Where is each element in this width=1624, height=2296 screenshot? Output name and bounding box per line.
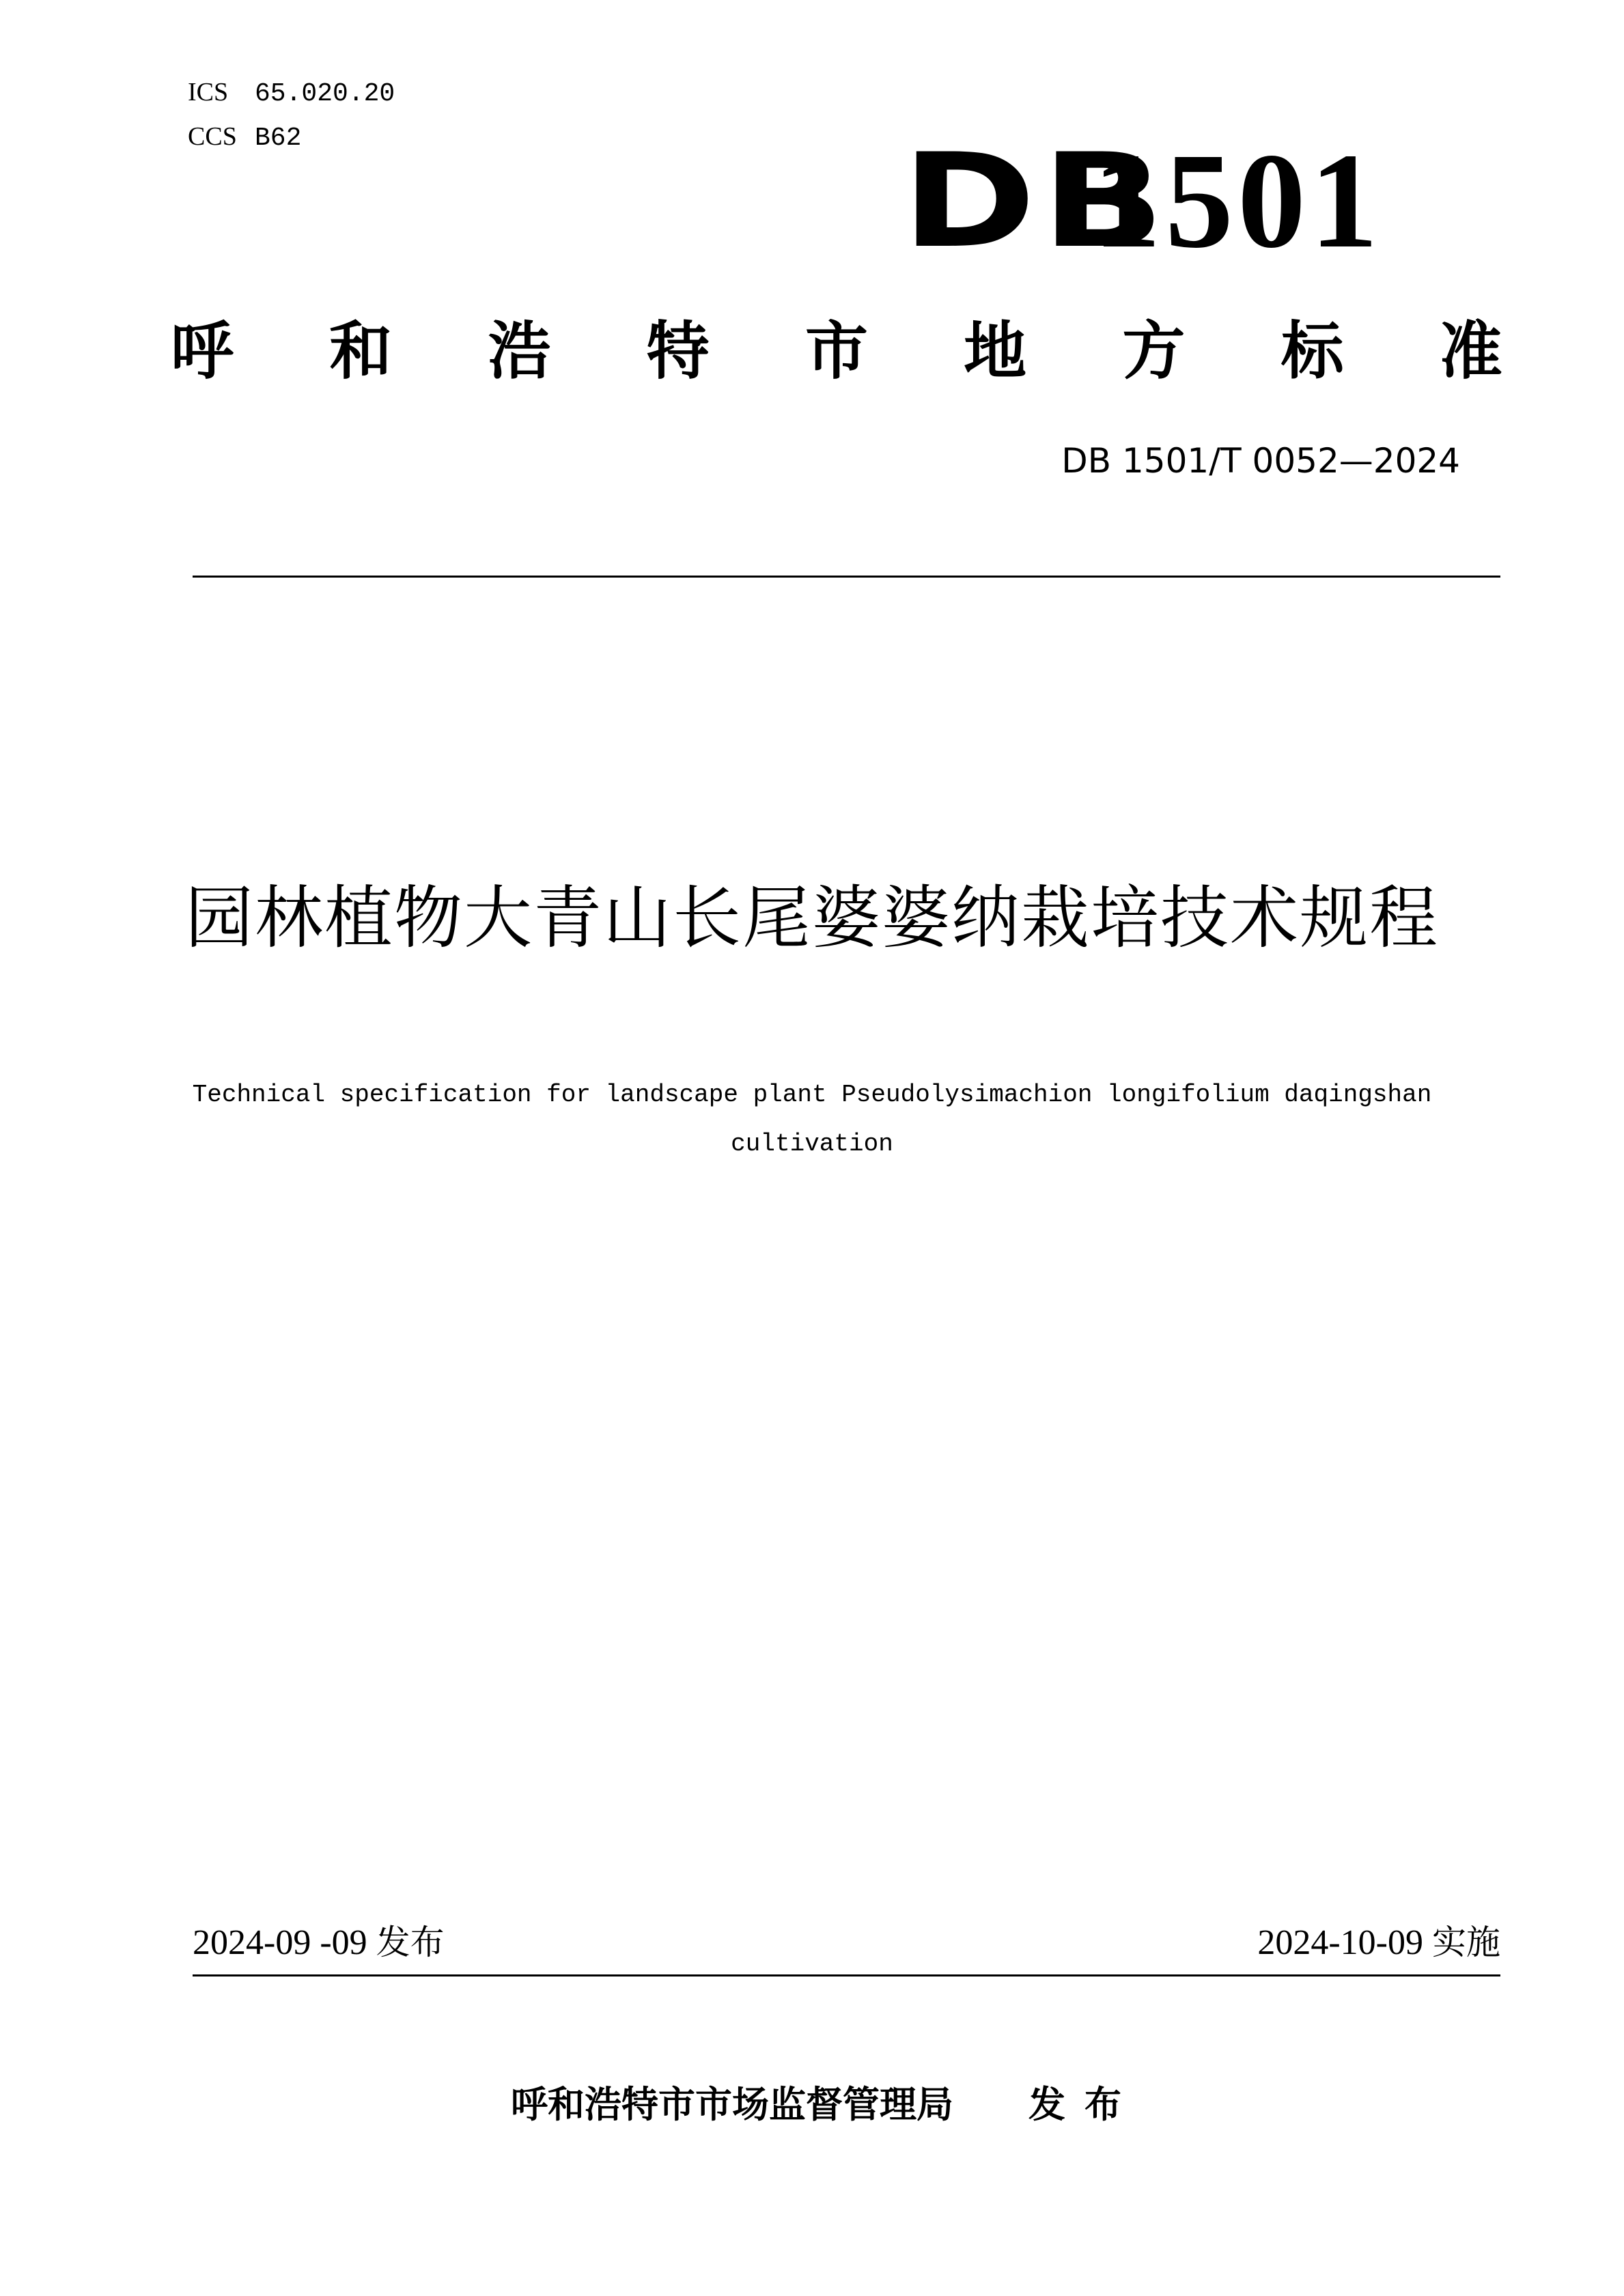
document-title-en-line2: cultivation bbox=[731, 1130, 893, 1158]
implement-date: 2024-10-09 bbox=[1257, 1923, 1423, 1962]
standard-number: DB 1501/T 0052—2024 bbox=[1061, 441, 1460, 481]
standard-type-char: 市 bbox=[804, 315, 868, 388]
standard-type-char: 呼 bbox=[171, 315, 234, 388]
ics-value: 65.020.20 bbox=[255, 79, 395, 109]
publish-label: 发布 bbox=[376, 1923, 445, 1962]
ccs-value: B62 bbox=[255, 124, 302, 153]
bottom-divider bbox=[193, 1974, 1500, 1976]
db-logo-prefix: DB bbox=[901, 126, 1171, 277]
standard-type-char: 准 bbox=[1439, 315, 1502, 388]
issuer-line bbox=[511, 2081, 1140, 2129]
document-title-en-line1: Technical specification for landscape plant Pseudolysimachion longifolium daqingshan bbox=[192, 1081, 1432, 1109]
ics-label: ICS bbox=[188, 78, 229, 107]
ccs-line bbox=[188, 122, 301, 154]
implement-date-line bbox=[1257, 1920, 1500, 1966]
issuer-name: 呼和浩特市市场监督管理局 bbox=[511, 2083, 953, 2126]
standard-type-char: 标 bbox=[1280, 315, 1344, 388]
document-title-en bbox=[164, 1071, 1460, 1169]
implement-label: 实施 bbox=[1432, 1923, 1500, 1962]
top-divider bbox=[193, 576, 1500, 578]
standard-type-char: 和 bbox=[329, 315, 393, 388]
ccs-label: CCS bbox=[188, 122, 237, 151]
standard-type-heading bbox=[171, 314, 1502, 389]
ics-line bbox=[188, 77, 395, 109]
issuer-action: 发布 bbox=[1028, 2083, 1140, 2126]
standard-type-char: 特 bbox=[646, 315, 710, 388]
db-logo-code: 1501 bbox=[1093, 126, 1382, 277]
publish-date-line bbox=[193, 1920, 445, 1966]
standard-type-char: 地 bbox=[964, 315, 1027, 388]
document-title-zh: 园林植物大青山长尾婆婆纳栽培技术规程 bbox=[185, 878, 1439, 958]
db-logo bbox=[901, 126, 1427, 277]
standard-type-char: 浩 bbox=[488, 315, 551, 388]
standard-type-char: 方 bbox=[1122, 315, 1186, 388]
publish-date: 2024-09 -09 bbox=[193, 1923, 367, 1962]
